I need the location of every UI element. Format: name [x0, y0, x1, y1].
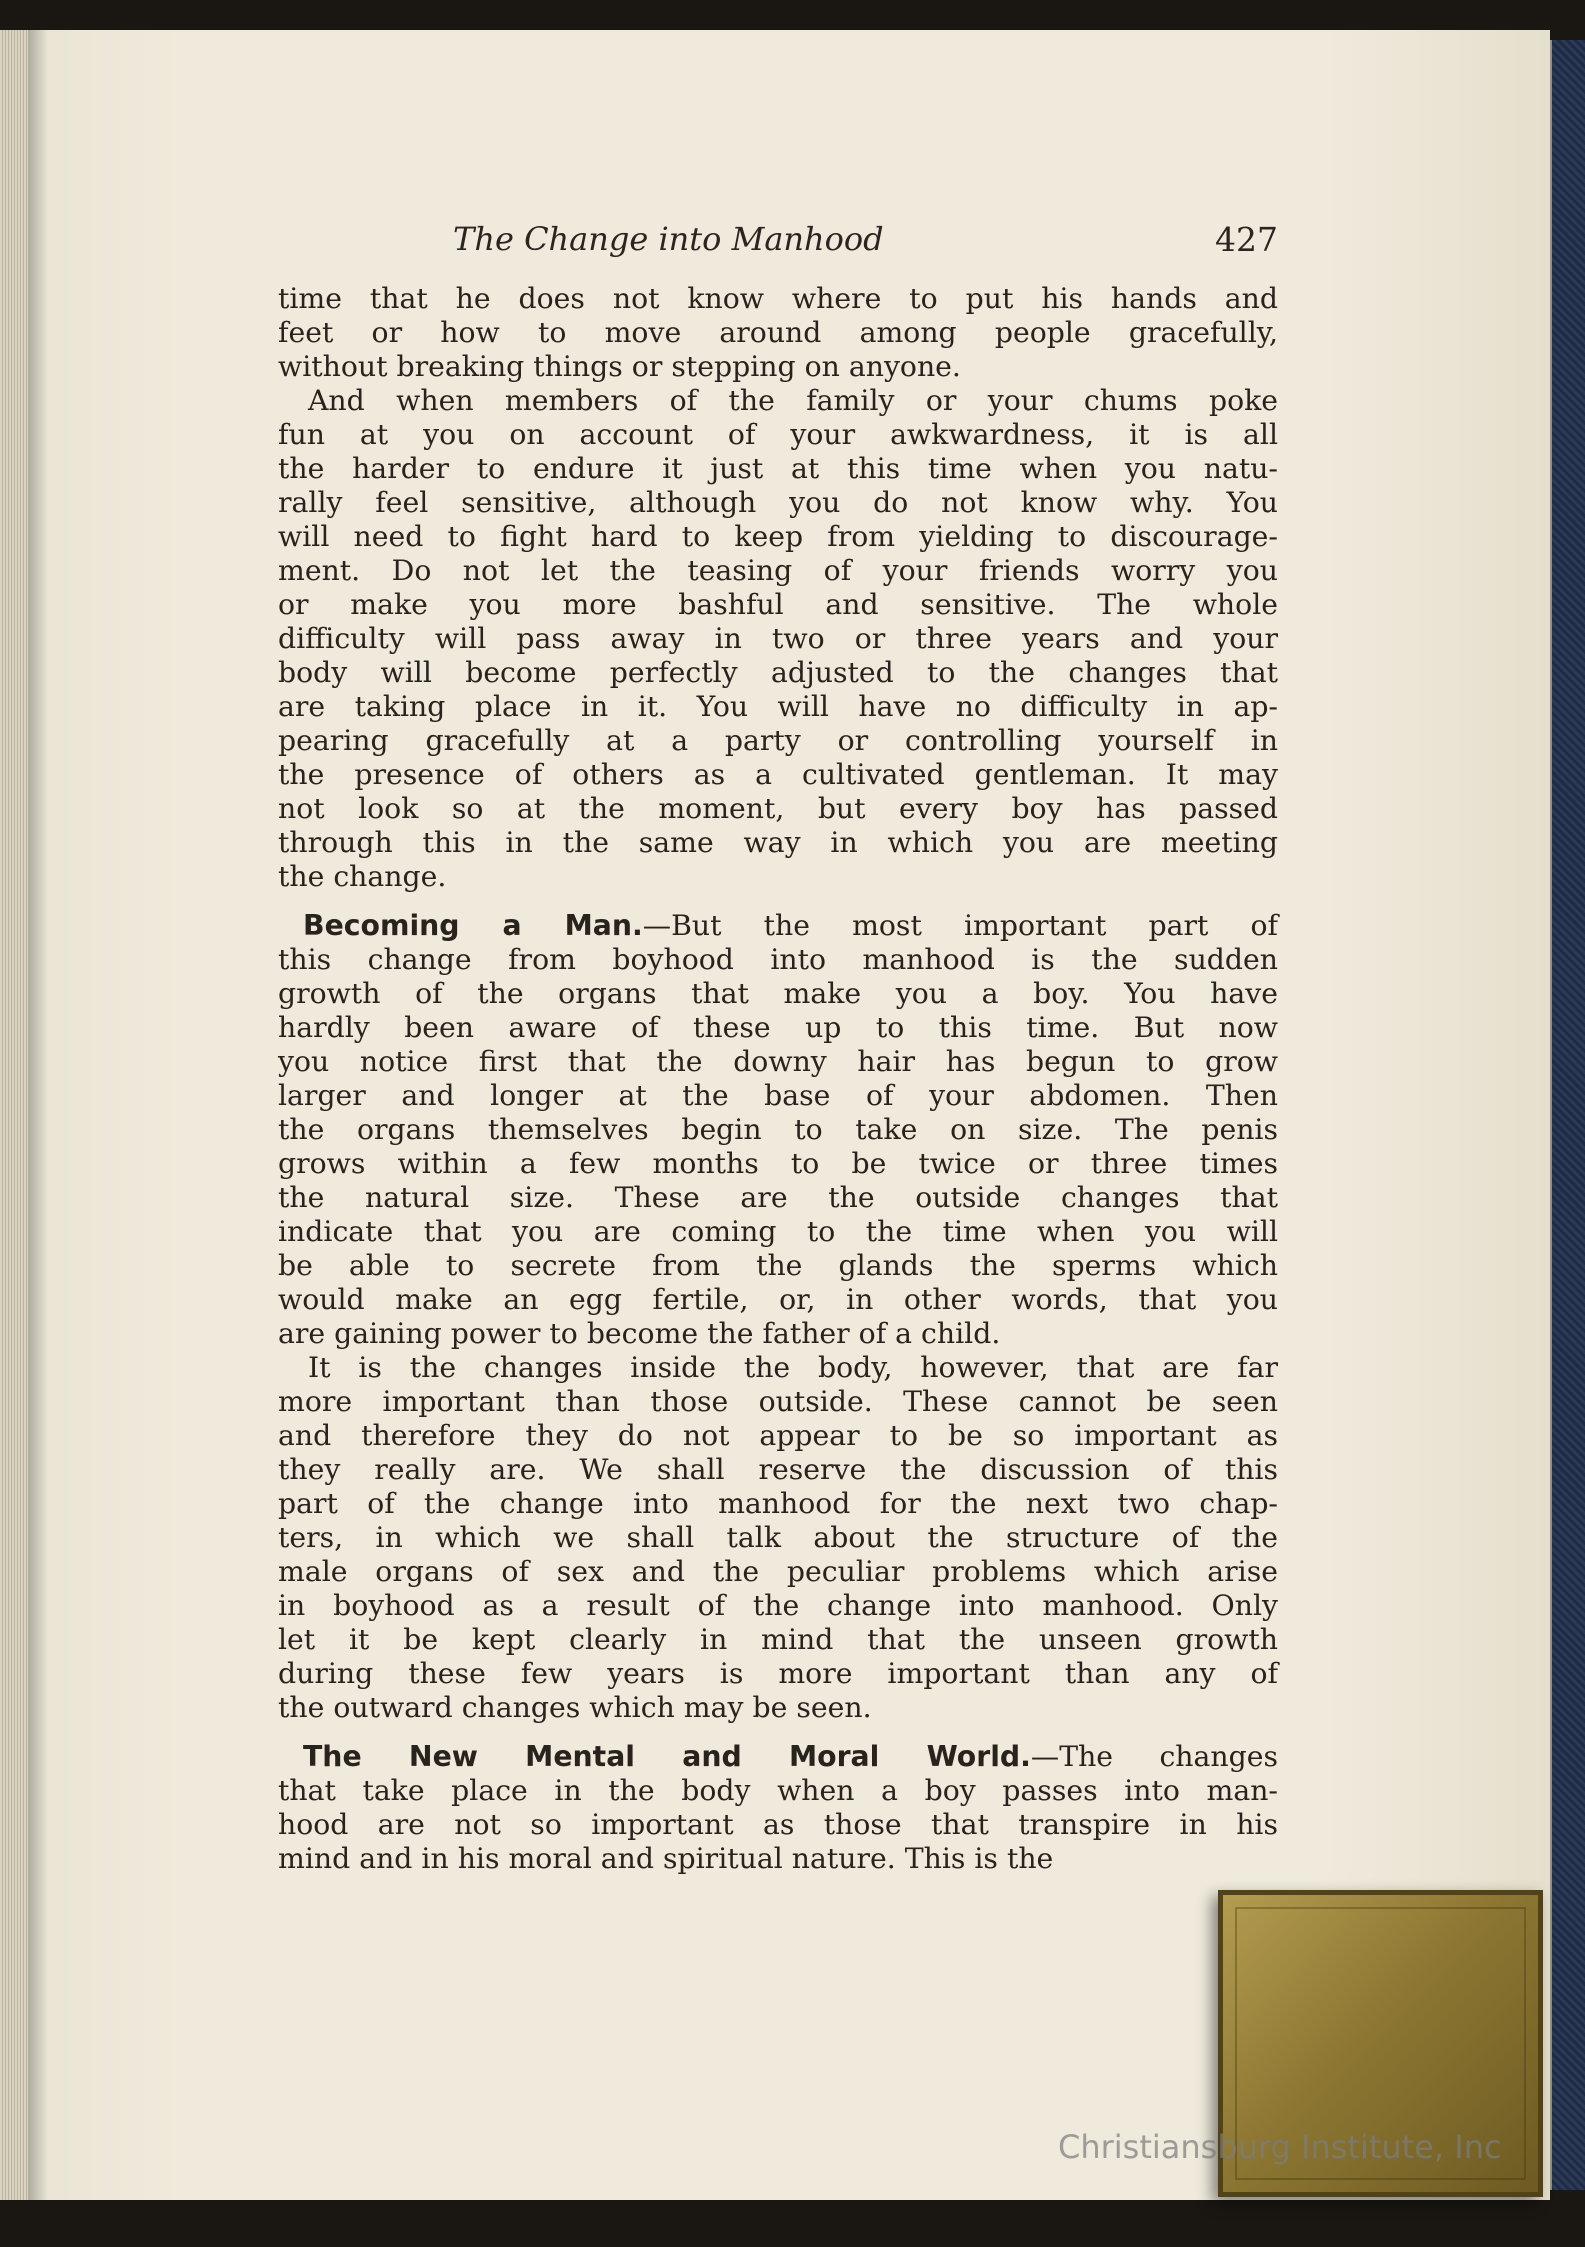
text-line	[278, 554, 1278, 588]
line-text: body will become perfectly adjusted to the changes that	[278, 656, 1278, 689]
line-text: time that he does not know where to put his hands and	[278, 282, 1278, 315]
line-text: that take place in the body when a boy passes into man-	[278, 1774, 1278, 1807]
line-text: part of the change into manhood for the next two chap-	[278, 1487, 1278, 1520]
text-line	[278, 1147, 1278, 1181]
text-line	[278, 452, 1278, 486]
text-line	[278, 418, 1278, 452]
text-line	[278, 860, 1278, 894]
line-text: and therefore they do not appear to be so important as	[278, 1419, 1278, 1452]
text-line	[278, 1045, 1278, 1079]
line-text: let it be kept clearly in mind that the unseen growth	[278, 1623, 1278, 1656]
text-line	[278, 1740, 1278, 1774]
text-line	[278, 792, 1278, 826]
text-line	[278, 1079, 1278, 1113]
line-text: male organs of sex and the peculiar problems which arise	[278, 1555, 1278, 1588]
line-text: or make you more bashful and sensitive. The whole	[278, 588, 1278, 621]
line-text: pearing gracefully at a party or controlling yourself in	[278, 724, 1278, 757]
line-text: without breaking things or stepping on anyone.	[278, 350, 961, 383]
text-line	[278, 758, 1278, 792]
line-text: the organs themselves begin to take on size. The penis	[278, 1113, 1278, 1146]
line-text: And when members of the family or your chums poke	[308, 384, 1278, 417]
text-line	[278, 622, 1278, 656]
line-text: not look so at the moment, but every boy has passed	[278, 792, 1278, 825]
text-line	[278, 690, 1278, 724]
line-text: indicate that you are coming to the time when you will	[278, 1215, 1278, 1248]
line-text: the natural size. These are the outside changes that	[278, 1181, 1278, 1214]
line-text: feet or how to move around among people gracefully,	[278, 316, 1278, 349]
line-text: will need to fight hard to keep from yielding to discourage-	[278, 520, 1278, 553]
text-line	[278, 943, 1278, 977]
line-text: rally feel sensitive, although you do not know why. You	[278, 486, 1278, 519]
text-line	[278, 1249, 1278, 1283]
line-text: the harder to endure it just at this time when you natu-	[278, 452, 1278, 485]
text-line	[278, 1808, 1278, 1842]
text-line	[278, 1487, 1278, 1521]
text-line	[278, 1419, 1278, 1453]
page-number: 427	[1215, 220, 1278, 259]
text-line	[278, 1215, 1278, 1249]
text-line	[278, 316, 1278, 350]
line-text: the presence of others as a cultivated gentleman. It may	[278, 758, 1278, 791]
line-text: would make an egg fertile, or, in other words, that you	[278, 1283, 1278, 1316]
text-line	[278, 1453, 1278, 1487]
text-line	[278, 588, 1278, 622]
text-line	[278, 520, 1278, 554]
text-line	[278, 1181, 1278, 1215]
line-text: mind and in his moral and spiritual nature. This is the	[278, 1842, 1054, 1875]
line-text: are taking place in it. You will have no difficulty in ap-	[278, 690, 1278, 723]
text-line	[278, 1521, 1278, 1555]
section-gap	[278, 1725, 1278, 1740]
line-text: the outward changes which may be seen.	[278, 1691, 872, 1724]
line-text: you notice first that the downy hair has begun to grow	[278, 1045, 1278, 1078]
line-text: growth of the organs that make you a boy. You have	[278, 977, 1278, 1010]
line-text: this change from boyhood into manhood is the sudden	[278, 943, 1278, 976]
text-line	[278, 1589, 1278, 1623]
section-gap	[278, 894, 1278, 909]
running-title: The Change into Manhood	[453, 220, 884, 258]
line-text: ters, in which we shall talk about the structure of the	[278, 1521, 1278, 1554]
text-line	[278, 384, 1278, 418]
line-text: It is the changes inside the body, however, that are far	[308, 1351, 1278, 1384]
text-line	[278, 1774, 1278, 1808]
line-text: during these few years is more important than any of	[278, 1657, 1278, 1690]
line-text: fun at you on account of your awkwardness, it is all	[278, 418, 1278, 451]
line-text: more important than those outside. These cannot be seen	[278, 1385, 1278, 1418]
text-line	[278, 826, 1278, 860]
line-text: grows within a few months to be twice or three times	[278, 1147, 1278, 1180]
text-line	[278, 1113, 1278, 1147]
text-line	[278, 977, 1278, 1011]
section-heading: The New Mental and Moral World.	[303, 1740, 1031, 1773]
line-text: they really are. We shall reserve the discussion of this	[278, 1453, 1278, 1486]
line-text: hood are not so important as those that transpire in his	[278, 1808, 1278, 1841]
line-text: hardly been aware of these up to this time. But now	[278, 1011, 1278, 1044]
body-text	[278, 282, 1278, 1876]
text-line	[278, 350, 1278, 384]
text-line	[278, 1317, 1278, 1351]
spine-shadow	[28, 30, 48, 2200]
line-text: —The changes	[1030, 1740, 1278, 1773]
line-text: difficulty will pass away in two or three years and your	[278, 622, 1278, 655]
text-line	[278, 1283, 1278, 1317]
line-text: the change.	[278, 860, 447, 893]
text-line	[278, 1691, 1278, 1725]
text-line	[278, 486, 1278, 520]
text-line	[278, 1657, 1278, 1691]
text-line	[278, 1011, 1278, 1045]
text-line	[278, 1555, 1278, 1589]
text-line	[278, 1842, 1278, 1876]
running-head	[278, 220, 1278, 268]
line-text: —But the most important part of	[642, 909, 1278, 942]
line-text: larger and longer at the base of your abdomen. Then	[278, 1079, 1278, 1112]
text-line	[278, 1351, 1278, 1385]
watermark: Christiansburg Institute, Inc	[1058, 2128, 1502, 2166]
line-text: are gaining power to become the father of a child.	[278, 1317, 1001, 1350]
line-text: through this in the same way in which you are meeting	[278, 826, 1278, 859]
text-line	[278, 282, 1278, 316]
line-text: in boyhood as a result of the change into manhood. Only	[278, 1589, 1278, 1622]
text-line	[278, 656, 1278, 690]
text-line	[278, 724, 1278, 758]
line-text: ment. Do not let the teasing of your friends worry you	[278, 554, 1278, 587]
section-heading: Becoming a Man.	[303, 909, 643, 942]
text-line	[278, 1623, 1278, 1657]
text-line	[278, 1385, 1278, 1419]
line-text: be able to secrete from the glands the sperms which	[278, 1249, 1278, 1282]
text-line	[278, 909, 1278, 943]
